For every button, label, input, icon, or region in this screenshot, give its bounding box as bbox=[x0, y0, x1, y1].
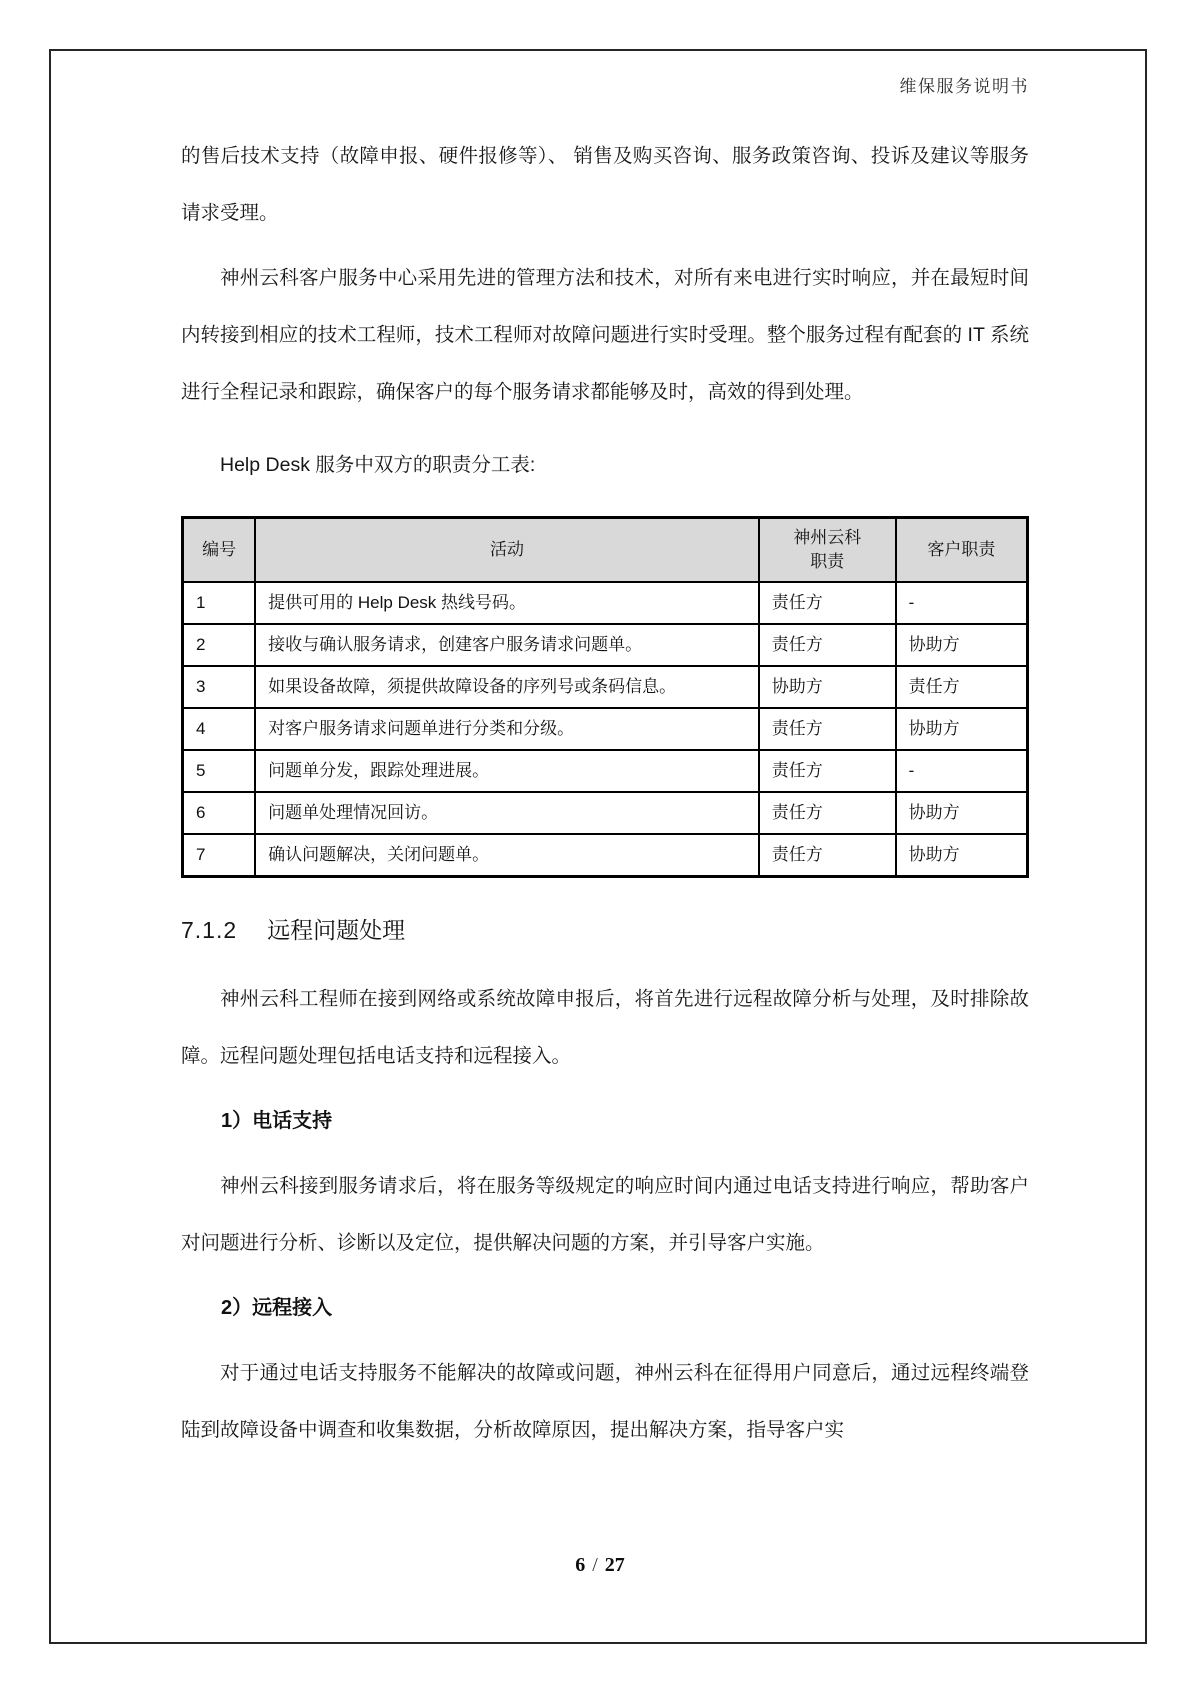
paragraph-service-center: 神州云科客户服务中心采用先进的管理方法和技术，对所有来电进行实时响应，并在最短时间内转接到相应的技术工程师，技术工程师对故障问题进行实时受理。整个服务过程有配套的 IT 系统进行全程记录和跟踪，确保客户的每个服务请求都能够及时，高效的得到处理。 bbox=[181, 267, 1029, 403]
cell-dcyk: 责任方 bbox=[759, 708, 896, 750]
paragraph-aftersales: 的售后技术支持（故障申报、硬件报修等）、 销售及购买咨询、服务政策咨询、投诉及建议等服务请求受理。 bbox=[181, 145, 1029, 224]
page-footer bbox=[0, 1554, 1200, 1577]
cell-id: 7 bbox=[183, 834, 256, 877]
section-heading-7-1-2 bbox=[181, 912, 1029, 945]
table-row bbox=[183, 750, 1028, 792]
cell-customer: 协助方 bbox=[896, 708, 1028, 750]
cell-customer: - bbox=[896, 750, 1028, 792]
cell-id: 5 bbox=[183, 750, 256, 792]
cell-id: 1 bbox=[183, 582, 256, 624]
cell-id: 2 bbox=[183, 624, 256, 666]
cell-activity: 问题单分发，跟踪处理进展。 bbox=[255, 750, 759, 792]
section-title: 远程问题处理 bbox=[267, 917, 406, 943]
col-header-dcyk-line2: 职责 bbox=[810, 552, 845, 571]
cell-dcyk: 责任方 bbox=[759, 624, 896, 666]
table-row bbox=[183, 582, 1028, 624]
cell-activity: 问题单处理情况回访。 bbox=[255, 792, 759, 834]
table-row bbox=[183, 666, 1028, 708]
cell-activity: 确认问题解决，关闭问题单。 bbox=[255, 834, 759, 877]
col-header-customer: 客户职责 bbox=[896, 518, 1028, 583]
cell-activity: 对客户服务请求问题单进行分类和分级。 bbox=[255, 708, 759, 750]
cell-dcyk: 责任方 bbox=[759, 834, 896, 877]
col-header-dcyk-line1: 神州云科 bbox=[793, 528, 862, 547]
footer-page-total: 27 bbox=[604, 1554, 625, 1576]
table-row bbox=[183, 708, 1028, 750]
table-row bbox=[183, 624, 1028, 666]
subheading-phone-support: 1）电话支持 bbox=[221, 1110, 333, 1132]
col-header-dcyk bbox=[759, 518, 896, 583]
table-header-row bbox=[183, 518, 1028, 583]
cell-id: 3 bbox=[183, 666, 256, 708]
subheading-remote-access: 2）远程接入 bbox=[221, 1297, 333, 1319]
col-header-id: 编号 bbox=[183, 518, 256, 583]
table-intro: Help Desk 服务中双方的职责分工表: bbox=[220, 454, 536, 476]
cell-dcyk: 责任方 bbox=[759, 582, 896, 624]
cell-activity: 接收与确认服务请求，创建客户服务请求问题单。 bbox=[255, 624, 759, 666]
section-number: 7.1.2 bbox=[181, 917, 238, 943]
cell-activity: 提供可用的 Help Desk 热线号码。 bbox=[255, 582, 759, 624]
header-title: 维保服务说明书 bbox=[899, 77, 1029, 96]
cell-activity: 如果设备故障，须提供故障设备的序列号或条码信息。 bbox=[255, 666, 759, 708]
cell-customer: - bbox=[896, 582, 1028, 624]
cell-customer: 协助方 bbox=[896, 792, 1028, 834]
col-header-activity: 活动 bbox=[255, 518, 759, 583]
cell-customer: 责任方 bbox=[896, 666, 1028, 708]
cell-dcyk: 责任方 bbox=[759, 750, 896, 792]
responsibility-table bbox=[181, 516, 1029, 878]
paragraph-remote-access: 对于通过电话支持服务不能解决的故障或问题，神州云科在征得用户同意后，通过远程终端登陆到故障设备中调查和收集数据，分析故障原因，提出解决方案，指导客户实 bbox=[181, 1362, 1029, 1441]
cell-id: 6 bbox=[183, 792, 256, 834]
cell-customer: 协助方 bbox=[896, 624, 1028, 666]
table-row bbox=[183, 792, 1028, 834]
footer-separator: / bbox=[592, 1554, 598, 1576]
table-row bbox=[183, 834, 1028, 877]
paragraph-remote-handling: 神州云科工程师在接到网络或系统故障申报后，将首先进行远程故障分析与处理，及时排除故障。远程问题处理包括电话支持和远程接入。 bbox=[181, 988, 1029, 1067]
cell-dcyk: 协助方 bbox=[759, 666, 896, 708]
cell-customer: 协助方 bbox=[896, 834, 1028, 877]
page-header bbox=[181, 72, 1029, 97]
cell-id: 4 bbox=[183, 708, 256, 750]
paragraph-phone-support: 神州云科接到服务请求后，将在服务等级规定的响应时间内通过电话支持进行响应，帮助客户对问题进行分析、诊断以及定位，提供解决问题的方案，并引导客户实施。 bbox=[181, 1175, 1029, 1254]
cell-dcyk: 责任方 bbox=[759, 792, 896, 834]
document-content bbox=[181, 128, 1029, 1467]
footer-page-number: 6 bbox=[575, 1554, 586, 1576]
